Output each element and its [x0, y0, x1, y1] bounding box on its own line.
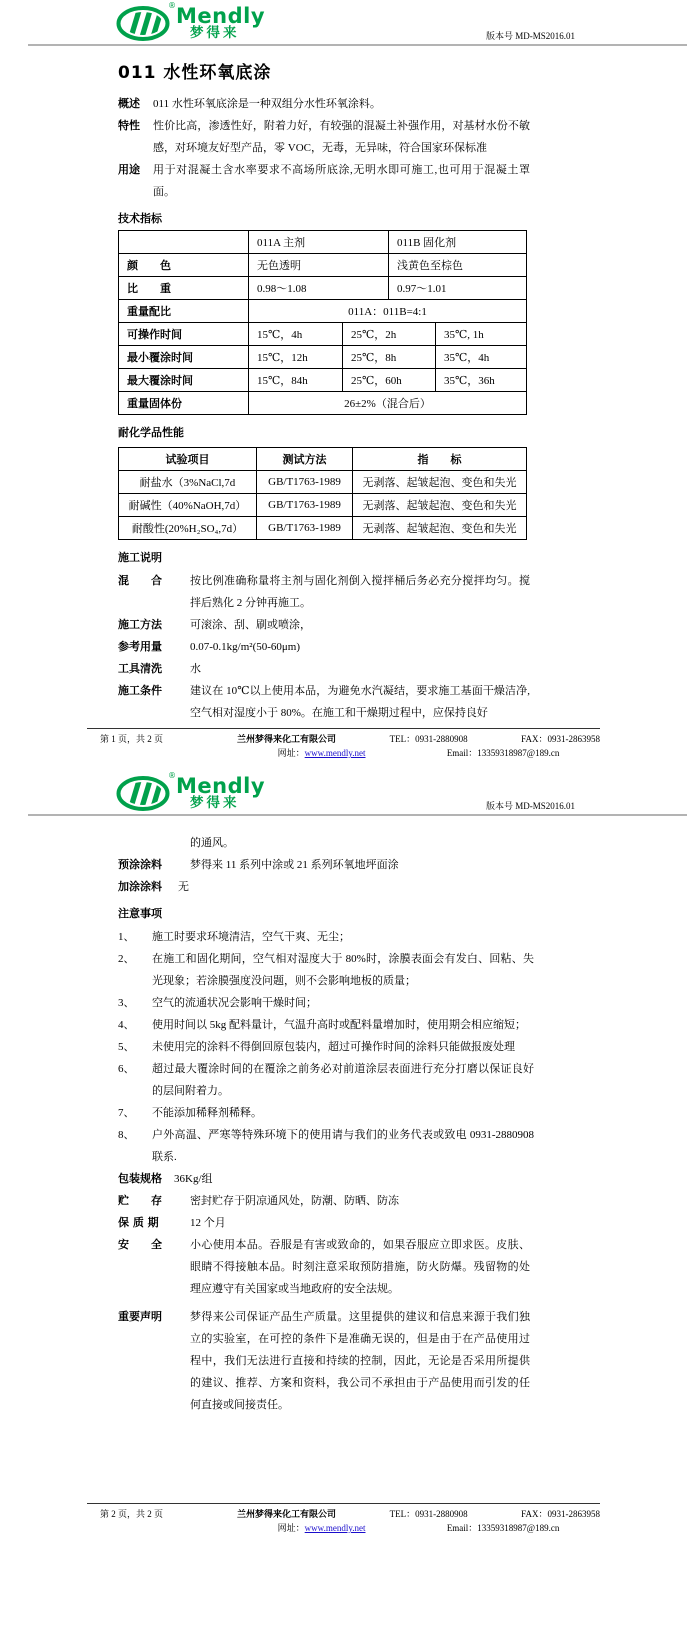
list-item-number: 3、 — [118, 997, 135, 1009]
table-cell: 耐酸性(20%H₂SO₄,7d） — [119, 517, 257, 540]
features-row — [118, 115, 530, 159]
table-row — [119, 300, 527, 323]
table-cell: 重量配比 — [119, 300, 249, 323]
list-item — [118, 926, 534, 948]
table-cell: 耐碱性（40%NaOH,7d） — [119, 494, 257, 517]
table-cell: 011A 主剂 — [249, 231, 389, 254]
dosage-row — [118, 636, 530, 658]
shelf-life-text: 12 个月 — [190, 1217, 226, 1229]
topcoat-label: 加涂涂料 — [118, 880, 162, 893]
phone-number: TEL：0931-2880908 — [389, 734, 468, 744]
shelf-life-label: 保 质 期 — [118, 1216, 159, 1229]
table-cell: 35℃，4h — [436, 346, 527, 369]
table-cell: GB/T1763-1989 — [257, 471, 353, 494]
email-address: Email：13359318987@189.cn — [446, 1523, 560, 1533]
precautions-heading: 注意事项 — [118, 907, 162, 920]
table-row — [119, 494, 527, 517]
list-item-number: 6、 — [118, 1063, 135, 1075]
brand-name-cn: 梦得来 — [190, 795, 240, 811]
list-item — [118, 1014, 534, 1036]
table-cell: 浅黄色至棕色 — [389, 254, 527, 277]
precoat-row — [118, 854, 530, 876]
table-cell: 35℃，36h — [436, 369, 527, 392]
conditions-row — [118, 680, 530, 724]
storage-label: 贮 存 — [118, 1194, 162, 1207]
method-label: 施工方法 — [118, 618, 162, 631]
precoat-text: 梦得来 11 系列中涂或 21 系列环氧地坪面涂 — [190, 859, 399, 871]
overview-label: 概述 — [118, 97, 140, 110]
table-row — [119, 392, 527, 415]
method-text: 可滚涂、刮、刷或喷涂， — [190, 619, 311, 631]
safety-text: 小心使用本品。吞服是有害或致命的，如果吞服应立即求医。皮肤、眼睛不得接触本品。时刻注意采取预防措施，防火防爆。残留物的处理应遵守有关国家或当地政府的安全法规。 — [190, 1239, 530, 1295]
table-cell: 15℃，84h — [249, 369, 343, 392]
footer-line2 — [237, 1522, 600, 1535]
table-row — [119, 277, 527, 300]
dosage-text: 0.07-0.1kg/m²(50-60μm) — [190, 641, 301, 653]
table-row — [119, 517, 527, 540]
cleaning-row — [118, 658, 530, 680]
dosage-label: 参考用量 — [118, 640, 162, 653]
list-item-text: 施工时要求环境清洁，空气干爽、无尘； — [152, 931, 350, 943]
shelf-life-row — [118, 1212, 530, 1234]
version-label: 版本号 MD-MS2016.01 — [485, 31, 575, 41]
version-label: 版本号 MD-MS2016.01 — [485, 801, 575, 811]
list-item — [118, 1058, 534, 1102]
table-cell: 0.98～1.08 — [249, 277, 389, 300]
table-cell: 15℃，4h — [249, 323, 343, 346]
conditions-label: 施工条件 — [118, 684, 162, 697]
topcoat-text: 无 — [178, 881, 189, 893]
website — [278, 747, 366, 760]
mixing-label: 混 合 — [118, 574, 162, 587]
packaging-label: 包装规格 — [118, 1172, 162, 1185]
list-item-text: 不能添加稀释剂稀释。 — [152, 1107, 262, 1119]
topcoat-row — [118, 876, 530, 898]
registered-mark: ® — [168, 1, 176, 10]
list-item — [118, 1124, 534, 1168]
usage-row — [118, 159, 530, 203]
phone-number: TEL：0931-2880908 — [389, 1509, 468, 1519]
conditions-text: 建议在 10℃以上使用本品，为避免水汽凝结，要求施工基面干燥洁净,空气相对湿度小于 80%。在施工和干燥期过程中，应保持良好 — [190, 685, 530, 719]
cleaning-label: 工具清洗 — [118, 662, 162, 675]
footer-divider — [87, 1503, 600, 1504]
table-cell: 重量固体份 — [119, 392, 249, 415]
fax-number: FAX：0931-2863958 — [521, 734, 600, 744]
table-cell: 25℃，60h — [343, 369, 436, 392]
list-item-text: 在施工和固化期间，空气相对湿度大于 80%时，涂膜表面会有发白、回粘、失光现象；若涂膜强度没问题，则不会影响地板的质量； — [152, 953, 534, 987]
table-cell: 无色透明 — [249, 254, 389, 277]
list-item — [118, 1102, 534, 1124]
table-cell: 35℃, 1h — [436, 323, 527, 346]
page1-footer — [87, 728, 600, 760]
disclaimer-text: 梦得来公司保证产品生产质量。这里提供的建议和信息来源于我们独立的实验室，在可控的条件下是准确无误的，但是由于在产品使用过程中，我们无法进行直接和持续的控制，因此，无论是否采用所提供的建议、推荐、方案和资料，我公司不承担由于产品使用而引发的任何直接或间接责任。 — [190, 1311, 530, 1411]
tech-table-ratio — [118, 299, 527, 323]
tech-table-top — [118, 230, 527, 300]
table-row — [119, 369, 527, 392]
cleaning-text: 水 — [190, 663, 201, 675]
website-label: 网址： — [277, 748, 305, 758]
table-cell: 无剥落、起皱起泡、变色和失光 — [353, 517, 527, 540]
mendly-logo-icon — [116, 775, 172, 812]
table-row — [119, 323, 527, 346]
disclaimer-label: 重要声明 — [118, 1310, 162, 1323]
packaging-text: 36Kg/组 — [174, 1173, 213, 1185]
brand-name: Mendly — [176, 774, 266, 798]
safety-row — [118, 1234, 530, 1300]
fax-number: FAX：0931-2863958 — [521, 1509, 600, 1519]
table-cell: 最大覆涂时间 — [119, 369, 249, 392]
footer-line1 — [237, 733, 600, 746]
page-2 — [0, 770, 687, 1638]
page-1 — [0, 0, 687, 770]
list-item-number: 5、 — [118, 1041, 135, 1053]
table-row — [119, 448, 527, 471]
table-cell: 最小覆涂时间 — [119, 346, 249, 369]
page-header — [0, 0, 687, 44]
brand-name: Mendly — [176, 4, 266, 28]
tech-specs-table — [118, 230, 687, 415]
tech-specs-heading: 技术指标 — [118, 212, 162, 225]
table-cell: 15℃，12h — [249, 346, 343, 369]
usage-label: 用途 — [118, 163, 140, 176]
application-heading: 施工说明 — [118, 551, 162, 564]
table-cell: 测试方法 — [257, 448, 353, 471]
table-cell: 011A：011B=4:1 — [249, 300, 527, 323]
page2-footer — [87, 1503, 600, 1535]
footer-divider — [87, 728, 600, 729]
company-name: 兰州梦得来化工有限公司 — [237, 734, 337, 744]
usage-text: 用于对混凝土含水率要求不高场所底涂,无明水即可施工,也可用于混凝土罩面。 — [153, 164, 530, 198]
chemical-resistance-heading: 耐化学品性能 — [118, 426, 184, 439]
disclaimer-row — [118, 1306, 530, 1416]
table-cell — [119, 231, 249, 254]
brand-logo — [116, 1, 266, 42]
table-cell: 可操作时间 — [119, 323, 249, 346]
website-link[interactable]: www.mendly.net — [304, 1523, 366, 1533]
mixing-row — [118, 570, 530, 614]
website — [278, 1522, 366, 1535]
table-cell: 无剥落、起皱起泡、变色和失光 — [353, 471, 527, 494]
list-item-text: 空气的流通状况会影响干燥时间； — [152, 997, 317, 1009]
table-row — [119, 254, 527, 277]
features-label: 特性 — [118, 119, 140, 132]
page1-content — [0, 46, 687, 724]
table-cell: 比 重 — [119, 277, 249, 300]
storage-text: 密封贮存于阴凉通风处，防潮、防晒、防冻 — [190, 1195, 399, 1207]
table-cell: 颜 色 — [119, 254, 249, 277]
precoat-label: 预涂涂料 — [118, 858, 162, 871]
list-item-text: 超过最大覆涂时间的在覆涂之前务必对前道涂层表面进行充分打磨以保证良好的层间附着力。 — [152, 1063, 534, 1097]
table-cell: 25℃，8h — [343, 346, 436, 369]
list-item — [118, 992, 534, 1014]
list-item-text: 使用时间以 5kg 配料量计，气温升高时或配料量增加时，使用期会相应缩短； — [152, 1019, 526, 1031]
table-row — [119, 231, 527, 254]
chemical-resistance-table — [118, 447, 527, 540]
mixing-text: 按比例准确称量将主剂与固化剂倒入搅拌桶后务必充分搅拌均匀。搅拌后熟化 2 分钟再施工。 — [190, 575, 530, 609]
table-cell: 011B 固化剂 — [389, 231, 527, 254]
company-name: 兰州梦得来化工有限公司 — [237, 1509, 337, 1519]
email-address: Email：13359318987@189.cn — [446, 748, 560, 758]
table-cell: 试验项目 — [119, 448, 257, 471]
page-number: 第 1 页，共 2 页 — [100, 734, 164, 744]
list-item-number: 8、 — [118, 1129, 135, 1141]
footer-line1 — [237, 1508, 600, 1521]
table-cell: 25℃，2h — [343, 323, 436, 346]
footer-contact — [237, 1508, 600, 1535]
page2-content — [0, 816, 687, 1416]
brand-text — [176, 6, 265, 41]
table-row — [119, 346, 527, 369]
safety-label: 安 全 — [118, 1238, 162, 1251]
table-cell: 无剥落、起皱起泡、变色和失光 — [353, 494, 527, 517]
table-cell: 耐盐水（3%NaCl,7d — [119, 471, 257, 494]
table-cell: 指 标 — [353, 448, 527, 471]
table-cell: GB/T1763-1989 — [257, 517, 353, 540]
website-label: 网址： — [277, 1523, 305, 1533]
page-header — [0, 770, 687, 814]
table-row — [119, 471, 527, 494]
packaging-row — [118, 1168, 530, 1190]
tech-table-times — [118, 322, 527, 392]
list-item-number: 1、 — [118, 931, 135, 943]
list-item — [118, 1036, 534, 1058]
ventilation-continuation: 的通风。 — [190, 837, 234, 849]
list-item-text: 户外高温、严寒等特殊环境下的使用请与我们的业务代表或致电 0931-2880908 联系. — [152, 1129, 534, 1163]
method-row — [118, 614, 530, 636]
page-number: 第 2 页，共 2 页 — [100, 1509, 164, 1519]
list-item — [118, 948, 534, 992]
tech-table-solids — [118, 391, 527, 415]
brand-logo — [116, 771, 266, 812]
mendly-logo-icon — [116, 5, 172, 42]
storage-row — [118, 1190, 530, 1212]
features-text: 性价比高，渗透性好，附着力好，有较强的混凝土补强作用，对基材水份不敏感，对环境友好型产品，零 VOC，无毒，无异味，符合国家环保标准 — [153, 120, 530, 154]
document-title: 011 水性环氧底涂 — [118, 63, 272, 83]
footer-line2 — [237, 747, 600, 760]
registered-mark: ® — [168, 771, 176, 780]
table-cell: 26±2%（混合后） — [249, 392, 527, 415]
list-item-number: 2、 — [118, 953, 135, 965]
overview-text: 011 水性环氧底涂是一种双组分水性环氧涂料。 — [153, 98, 381, 110]
footer-row — [87, 733, 600, 760]
footer-row — [87, 1508, 600, 1535]
website-link[interactable]: www.mendly.net — [304, 748, 366, 758]
table-cell: GB/T1763-1989 — [257, 494, 353, 517]
brand-text — [176, 776, 265, 811]
list-item-text: 未使用完的涂料不得倒回原包装内，超过可操作时间的涂料只能做报废处理 — [152, 1041, 515, 1053]
list-item-number: 7、 — [118, 1107, 135, 1119]
list-item-number: 4、 — [118, 1019, 135, 1031]
overview-row — [118, 93, 530, 115]
table-cell: 0.97～1.01 — [389, 277, 527, 300]
footer-contact — [237, 733, 600, 760]
brand-name-cn: 梦得来 — [190, 25, 240, 41]
